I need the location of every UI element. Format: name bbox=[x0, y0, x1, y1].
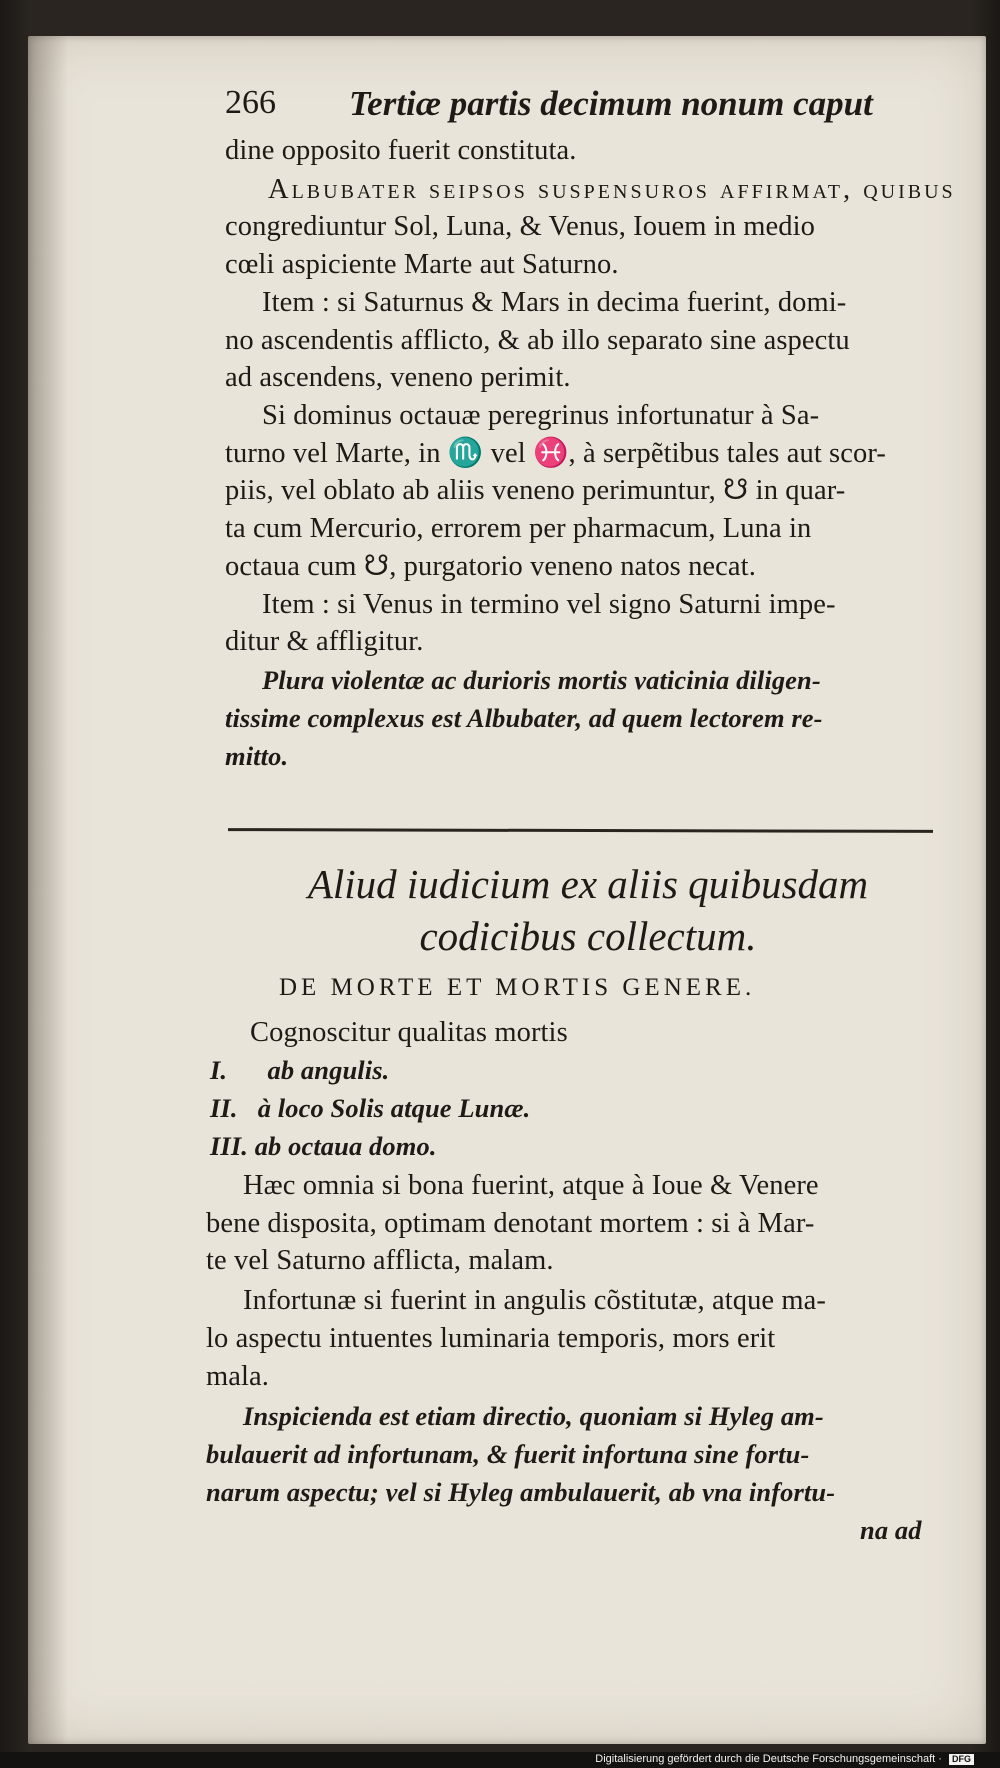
text-line: cœli aspiciente Marte aut Saturno. bbox=[225, 249, 619, 280]
italic-text-line: mitto. bbox=[225, 741, 289, 771]
text-line: Item : si Venus in termino vel signo Saturni impe- bbox=[262, 589, 836, 620]
section-title-line: Aliud iudicium ex aliis quibusdam bbox=[307, 861, 869, 907]
section-subheading: DE MORTE ET MORTIS GENERE. bbox=[279, 974, 756, 1001]
text-line: congrediuntur Sol, Luna, & Venus, Iouem in medio bbox=[225, 211, 816, 242]
page-number: 266 bbox=[225, 84, 276, 121]
section-title-line: codicibus collectum. bbox=[419, 913, 757, 959]
text-line: ditur & affligitur. bbox=[225, 626, 424, 657]
text-line: Item : si Saturnus & Mars in decima fuerint, domi- bbox=[262, 287, 847, 318]
credit-text: Digitalisierung gefördert durch die Deutsche Forschungsgemeinschaft · bbox=[595, 1753, 942, 1765]
italic-text-line: Plura violentæ ac durioris mortis vaticinia diligen- bbox=[262, 665, 821, 695]
italic-text-line: bulauerit ad infortunam, & fuerit infortuna sine fortu- bbox=[206, 1439, 810, 1469]
text-line: ad ascendens, veneno perimit. bbox=[225, 362, 571, 393]
text-line: piis, vel oblato ab aliis veneno perimuntur, ☋ in quar- bbox=[225, 475, 846, 506]
list-item: III. ab octaua domo. bbox=[210, 1131, 437, 1161]
dfg-logo: DFG bbox=[949, 1754, 974, 1765]
text-line: Albubater seipsos suspensuros affirmat, quibus bbox=[268, 174, 956, 205]
section-title bbox=[268, 858, 908, 962]
running-title: Tertiæ partis decimum nonum caput bbox=[349, 84, 873, 123]
text-line: dine opposito fuerit constituta. bbox=[225, 135, 577, 166]
italic-text-line: tissime complexus est Albubater, ad quem lectorem re- bbox=[225, 703, 823, 733]
text-line: Si dominus octauæ peregrinus infortunatur à Sa- bbox=[262, 400, 820, 431]
text-line: bene disposita, optimam denotant mortem : si à Mar- bbox=[206, 1208, 815, 1239]
text-line: no ascendentis afflicto, & ab illo separato sine aspectu bbox=[225, 325, 850, 356]
text-line: lo aspectu intuentes luminaria temporis, mors erit bbox=[206, 1323, 776, 1354]
digitization-credit bbox=[595, 1753, 974, 1765]
list-item: I. ab angulis. bbox=[210, 1055, 390, 1085]
text-line: turno vel Marte, in ♏ vel ♓, à serpẽtibus tales aut scor- bbox=[225, 438, 886, 469]
text-line: mala. bbox=[206, 1361, 270, 1392]
text-line: ta cum Mercurio, errorem per pharmacum, Luna in bbox=[225, 513, 812, 544]
text-line: te vel Saturno afflicta, malam. bbox=[206, 1245, 554, 1276]
text-line: Cognoscitur qualitas mortis bbox=[250, 1017, 568, 1048]
text-line: Hæc omnia si bona fuerint, atque à Ioue & Venere bbox=[243, 1170, 819, 1201]
italic-text-line: Inspicienda est etiam directio, quoniam si Hyleg am- bbox=[243, 1401, 824, 1431]
text-line: octaua cum ☋, purgatorio veneno natos necat. bbox=[225, 551, 756, 582]
list-item: II. à loco Solis atque Lunæ. bbox=[210, 1093, 531, 1123]
text-line: Infortunæ si fuerint in angulis cõstitutæ, atque ma- bbox=[243, 1285, 827, 1316]
catchword: na ad bbox=[860, 1515, 922, 1545]
italic-text-line: narum aspectu; vel si Hyleg ambulauerit, ab vna infortu- bbox=[206, 1477, 836, 1507]
